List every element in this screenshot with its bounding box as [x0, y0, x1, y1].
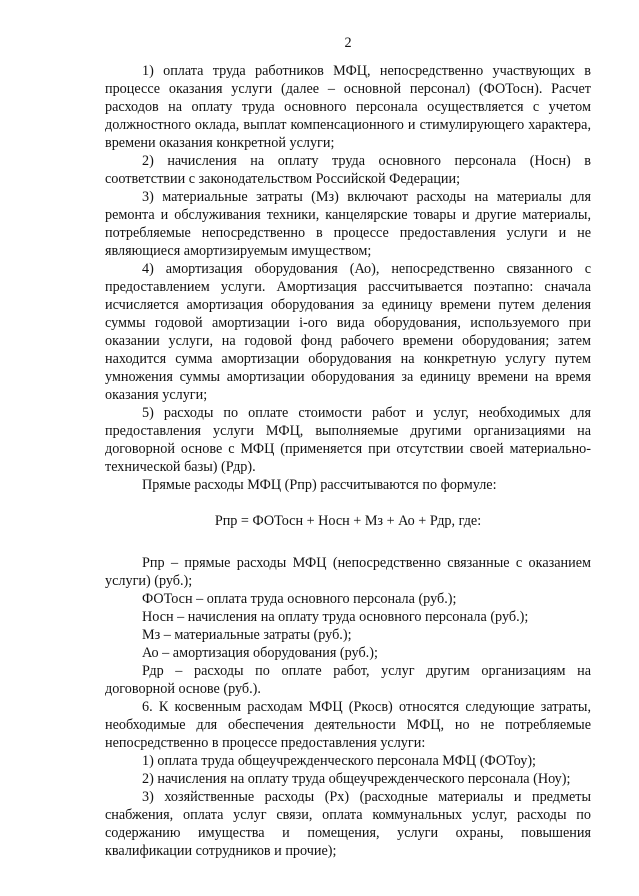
- definition-rpr: Рпр – прямые расходы МФЦ (непосредственно связанные с оказанием услуги) (руб.);: [105, 555, 591, 589]
- paragraph-item-1: 1) оплата труда работников МФЦ, непосредственно участвующих в процессе оказания услуги (далее – основной персонал) (ФОТосн). Расчет расходов на оплату труда основного персонала осуществляется с учетом должностного оклада, выплат компенсационного и стимулирующего характера, времени оказания конкретной услуги;: [105, 63, 591, 151]
- indirect-item-1: 1) оплата труда общеучрежденческого персонала МФЦ (ФОТоу);: [142, 753, 536, 769]
- page-number: 2: [344, 35, 352, 51]
- paragraph-item-3: 3) материальные затраты (Мз) включают расходы на материалы для ремонта и обслуживания техники, канцелярские товары и другие материалы, потребляемые непосредственно в процессе предоставления услуги и не являющиеся амортизируемым имуществом;: [105, 189, 591, 259]
- indirect-item-3: 3) хозяйственные расходы (Рх) (расходные материалы и предметы снабжения, оплата услуг связи, оплата коммунальных услуг, расходы по содержанию имущества и помещения, услуги охраны, повышения квалификации сотрудников и прочие);: [105, 789, 591, 859]
- paragraph-item-5: 5) расходы по оплате стоимости работ и услуг, необходимых для предоставления услуги МФЦ, выполняемые другими организациями на договорной основе с МФЦ (применяется при отсутствии своей материально-технической базы) (Рдр).: [105, 405, 591, 475]
- indirect-item-2: 2) начисления на оплату труда общеучрежденческого персонала (Ноу);: [142, 771, 571, 787]
- definition-ao: Ао – амортизация оборудования (руб.);: [142, 645, 378, 661]
- definition-fotosn: ФОТосн – оплата труда основного персонала (руб.);: [142, 591, 457, 607]
- indirect-costs-heading: 6. К косвенным расходам МФЦ (Ркосв) относятся следующие затраты, необходимые для обеспечения деятельности МФЦ, но не потребляемые непосредственно в процессе предоставления услуги:: [105, 699, 591, 751]
- formula-intro: Прямые расходы МФЦ (Рпр) рассчитываются по формуле:: [142, 477, 497, 493]
- definition-nosn: Носн – начисления на оплату труда основного персонала (руб.);: [142, 609, 529, 625]
- paragraph-item-2: 2) начисления на оплату труда основного персонала (Носн) в соответствии с законодательством Российской Федерации;: [105, 153, 591, 187]
- definition-mz: Мз – материальные затраты (руб.);: [142, 627, 352, 643]
- definition-rdr: Рдр – расходы по оплате работ, услуг другим организациям на договорной основе (руб.).: [105, 663, 591, 697]
- paragraph-item-4: 4) амортизация оборудования (Ао), непосредственно связанного с предоставлением услуги. Амортизация рассчитывается поэтапно: сначала исчисляется амортизация оборудования за единицу времени путем деления суммы годовой амортизации i-ого вида оборудования, используемого при оказании услуги, на годовой фонд рабочего времени оборудования; затем находится сумма амортизации оборудования на конкретную услугу путем умножения суммы амортизации оборудования за единицу времени на время оказания услуги;: [105, 261, 591, 403]
- formula: Рпр = ФОТосн + Носн + Мз + Ао + Рдр, где:: [214, 513, 482, 529]
